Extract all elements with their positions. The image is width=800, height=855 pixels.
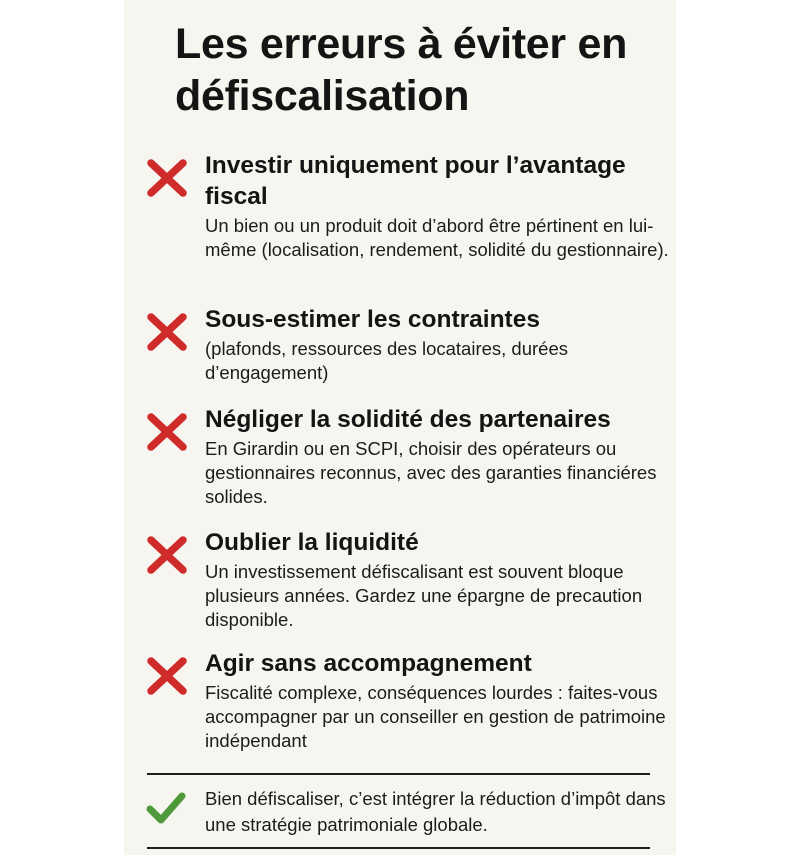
check-icon [146, 791, 186, 825]
item-heading: Sous-estimer les contraintes [205, 306, 540, 333]
cross-icon [146, 312, 188, 352]
divider [147, 847, 650, 849]
cross-icon [146, 158, 188, 198]
item-description: (plafonds, ressources des locataires, durées d’engagement) [205, 338, 568, 383]
item-description: Un investissement défiscalisant est souvent bloque plusieurs années. Gardez une épargne de precaution disponible. [205, 561, 643, 630]
item-heading: Investir uniquement pour l’avantage fiscal [205, 152, 626, 210]
cross-icon [146, 535, 188, 575]
item-description: En Girardin ou en SCPI, choisir des opérateurs ou gestionnaires reconnus, avec des garanties financiéres solides. [205, 438, 657, 507]
item-heading: Négliger la solidité des partenaires [205, 406, 611, 433]
page-title: Les erreurs à éviter en défiscalisation [175, 20, 628, 120]
cross-icon [146, 656, 188, 696]
item-heading: Agir sans accompagnement [205, 650, 532, 677]
conclusion-text: Bien défiscaliser, c’est intégrer la réduction d’impôt dans une stratégie patrimoniale globale. [205, 788, 666, 835]
cross-icon [146, 412, 188, 452]
divider [147, 773, 650, 775]
item-heading: Oublier la liquidité [205, 529, 419, 556]
item-description: Fiscalité complexe, conséquences lourdes : faites-vous accompagner par un conseiller en gestion de patrimoine indépendant [205, 682, 666, 751]
item-description: Un bien ou un produit doit d’abord être pértinent en lui-même (localisation, rendement, solidité du gestionnaire). [205, 215, 669, 260]
